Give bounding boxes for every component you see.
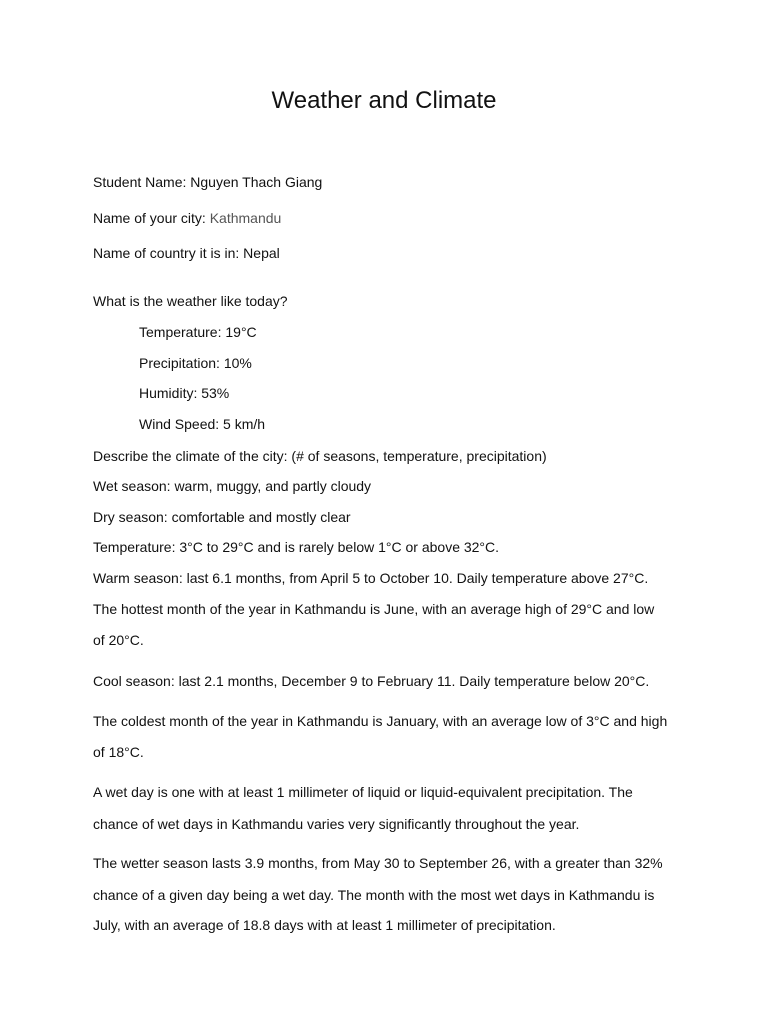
student-name-value: Nguyen Thach Giang xyxy=(190,174,323,190)
climate-prompt: Describe the climate of the city: (# of seasons, temperature, precipitation) xyxy=(93,448,547,464)
today-temperature: Temperature: 19°C xyxy=(139,324,257,340)
climate-line: Temperature: 3°C to 29°C and is rarely below 1°C or above 32°C. xyxy=(93,539,500,555)
city-line xyxy=(93,209,281,227)
climate-line: Cool season: last 2.1 months, December 9 to February 11. Daily temperature below 20°C. xyxy=(93,673,650,689)
country-label: Name of country it is in: xyxy=(93,245,244,261)
climate-line: of 18°C. xyxy=(93,744,144,760)
climate-line: Wet season: warm, muggy, and partly cloudy xyxy=(93,478,372,494)
climate-line: Dry season: comfortable and mostly clear xyxy=(93,509,351,525)
climate-line: The coldest month of the year in Kathmandu is January, with an average low of 3°C and high xyxy=(93,713,668,729)
country-value: Nepal xyxy=(243,245,280,261)
country-line xyxy=(93,244,280,262)
weather-today-question: What is the weather like today? xyxy=(93,293,288,309)
city-value: Kathmandu xyxy=(209,210,282,226)
climate-line: A wet day is one with at least 1 millimeter of liquid or liquid-equivalent precipitation. The xyxy=(93,784,633,800)
student-name-line xyxy=(93,173,322,191)
climate-line: The wetter season lasts 3.9 months, from May 30 to September 26, with a greater than 32% xyxy=(93,855,663,871)
climate-line: The hottest month of the year in Kathmandu is June, with an average high of 29°C and low xyxy=(93,601,655,617)
today-wind-speed: Wind Speed: 5 km/h xyxy=(139,416,266,432)
today-humidity: Humidity: 53% xyxy=(139,385,230,401)
climate-line: chance of a given day being a wet day. The month with the most wet days in Kathmandu is xyxy=(93,887,655,903)
climate-line: of 20°C. xyxy=(93,632,144,648)
today-precipitation: Precipitation: 10% xyxy=(139,355,252,371)
city-label: Name of your city: xyxy=(93,210,210,226)
climate-line: July, with an average of 18.8 days with at least 1 millimeter of precipitation. xyxy=(93,917,556,933)
climate-line: Warm season: last 6.1 months, from April 5 to October 10. Daily temperature above 27°C. xyxy=(93,570,649,586)
document-title: Weather and Climate xyxy=(271,87,497,114)
student-name-label: Student Name: xyxy=(93,174,191,190)
climate-line: chance of wet days in Kathmandu varies very significantly throughout the year. xyxy=(93,816,580,832)
